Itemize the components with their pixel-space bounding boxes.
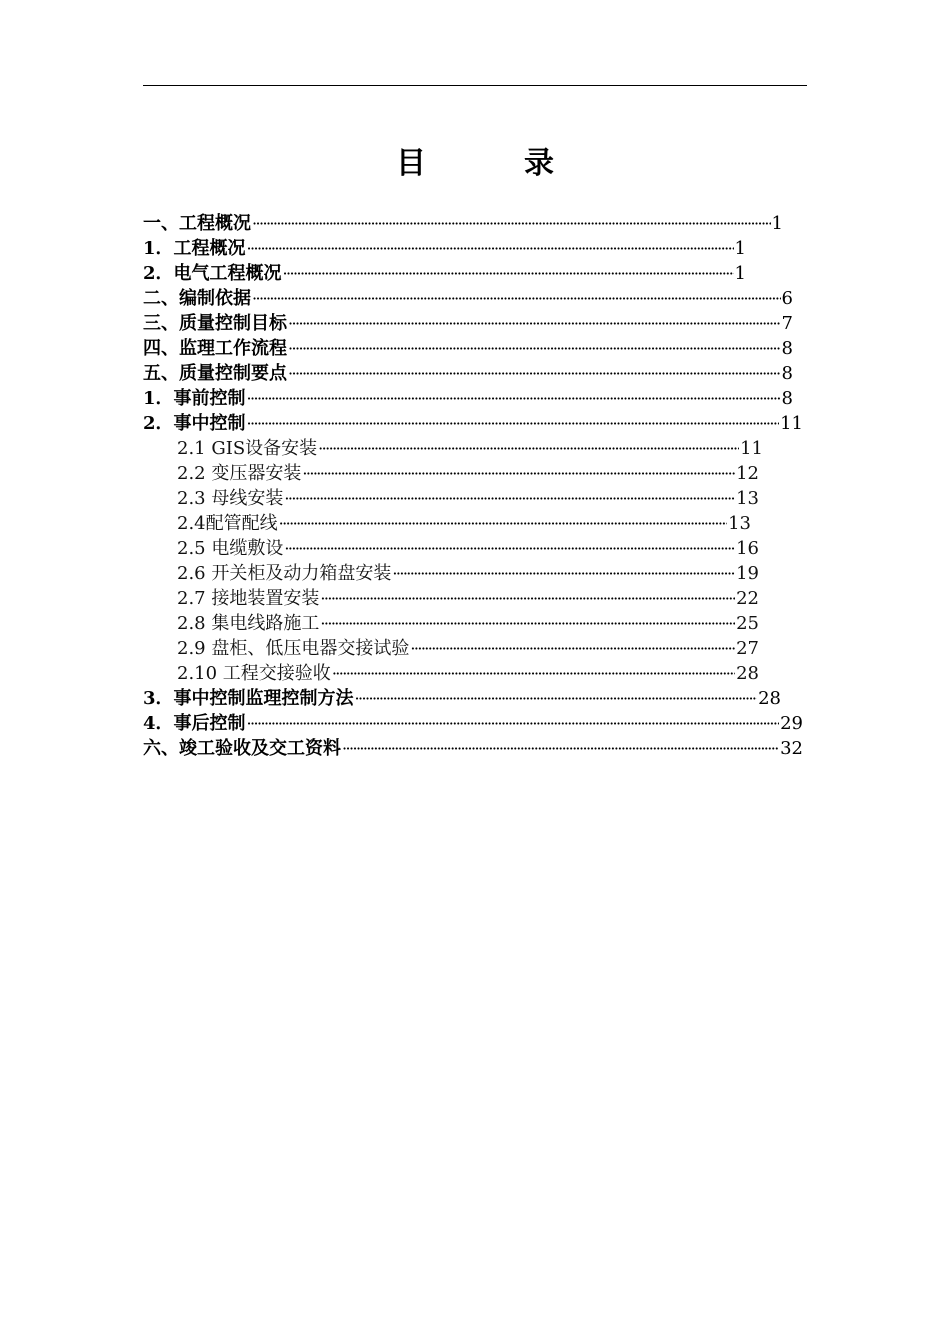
toc-leader-dots <box>392 561 735 586</box>
toc-entry-label: 1．事前控制 <box>143 388 246 409</box>
toc-entry-page: 19 <box>736 563 759 584</box>
toc-entry-label: 2.8 集电线路施工 <box>177 613 320 634</box>
toc-leader-dots <box>355 686 758 711</box>
toc-entry-label: 2.7 接地装置安装 <box>177 588 320 609</box>
toc-leader-dots <box>288 336 781 361</box>
toc-entry[interactable] <box>143 686 781 711</box>
toc-leader-dots <box>284 536 735 561</box>
header-rule <box>143 85 807 86</box>
toc-leader-dots <box>288 311 781 336</box>
toc-leader-dots <box>320 611 735 636</box>
toc-leader-dots <box>279 511 727 536</box>
toc-leader-dots <box>320 586 735 611</box>
toc-entry-page: 8 <box>781 363 793 384</box>
toc-entry-page: 28 <box>736 663 759 684</box>
toc-entry-page: 1 <box>734 238 746 259</box>
toc-entry-label: 2.9 盘柜、低压电器交接试验 <box>177 638 410 659</box>
toc-leader-dots <box>410 636 735 661</box>
toc-leader-dots <box>283 261 734 286</box>
toc-entry[interactable] <box>143 711 803 736</box>
toc-entry-label: 3．事中控制监理控制方法 <box>143 688 354 709</box>
toc-leader-dots <box>247 711 780 736</box>
toc-entry-page: 1 <box>734 263 746 284</box>
toc-entry[interactable] <box>143 386 793 411</box>
toc-entry-label: 三、质量控制目标 <box>143 313 287 334</box>
toc-leader-dots <box>302 461 735 486</box>
toc-entry[interactable] <box>143 286 793 311</box>
toc-entry-label: 2.2 变压器安装 <box>177 463 302 484</box>
toc-leader-dots <box>252 286 781 311</box>
toc-entry-page: 8 <box>781 388 793 409</box>
toc-leader-dots <box>247 386 781 411</box>
toc-entry[interactable] <box>177 586 759 611</box>
toc-entry-page: 8 <box>781 338 793 359</box>
toc-entry-label: 2.4配管配线 <box>177 513 278 534</box>
toc-entry-label: 2.1 GIS设备安装 <box>177 438 318 459</box>
toc-entry-label: 2．电气工程概况 <box>143 263 282 284</box>
toc-entry-page: 6 <box>781 288 793 309</box>
toc-entry-label: 4．事后控制 <box>143 713 246 734</box>
toc-entry-label: 六、竣工验收及交工资料 <box>143 738 341 759</box>
toc-entry-label: 四、监理工作流程 <box>143 338 287 359</box>
toc-leader-dots <box>284 486 735 511</box>
toc-entry[interactable] <box>143 336 793 361</box>
toc-entry[interactable] <box>177 636 759 661</box>
toc-entry[interactable] <box>143 736 803 761</box>
toc-leader-dots <box>247 411 780 436</box>
toc-entry[interactable] <box>177 661 759 686</box>
toc-entry[interactable] <box>177 511 751 536</box>
toc-leader-dots <box>332 661 735 686</box>
toc-entry[interactable] <box>143 211 783 236</box>
toc-leader-dots <box>342 736 779 761</box>
toc-entry-label: 一、工程概况 <box>143 213 251 234</box>
toc-entry[interactable] <box>143 311 793 336</box>
toc-entry-label: 2．事中控制 <box>143 413 246 434</box>
toc-entry[interactable] <box>177 561 759 586</box>
toc-entry-page: 13 <box>728 513 751 534</box>
toc-entry-page: 12 <box>736 463 759 484</box>
toc-entry-label: 二、编制依据 <box>143 288 251 309</box>
toc-entry-label: 2.6 开关柜及动力箱盘安装 <box>177 563 392 584</box>
toc-leader-dots <box>252 211 771 236</box>
toc-entry-label: 2.3 母线安装 <box>177 488 284 509</box>
toc-entry[interactable] <box>177 611 759 636</box>
toc-entry-page: 16 <box>736 538 759 559</box>
toc-leader-dots <box>247 236 734 261</box>
toc-entry[interactable] <box>177 486 759 511</box>
toc-entry-page: 13 <box>736 488 759 509</box>
toc-entry-page: 32 <box>780 738 803 759</box>
toc-entry-page: 1 <box>771 213 783 234</box>
toc-entry[interactable] <box>143 411 803 436</box>
toc-entry-label: 2.5 电缆敷设 <box>177 538 284 559</box>
toc-entry-page: 7 <box>781 313 793 334</box>
toc-leader-dots <box>318 436 739 461</box>
toc-leader-dots <box>288 361 781 386</box>
toc-entry-page: 27 <box>736 638 759 659</box>
page-title: 目 录 <box>396 146 588 181</box>
toc-entry-label: 2.10 工程交接验收 <box>177 663 331 684</box>
toc-entry[interactable] <box>143 236 746 261</box>
toc-entry-label: 1．工程概况 <box>143 238 246 259</box>
toc-entry[interactable] <box>177 461 759 486</box>
toc-entry-page: 11 <box>740 438 763 459</box>
toc-entry-page: 29 <box>780 713 803 734</box>
toc-entry[interactable] <box>143 361 793 386</box>
toc-entry[interactable] <box>143 261 746 286</box>
toc-entry-page: 11 <box>780 413 803 434</box>
toc-entry[interactable] <box>177 536 759 561</box>
toc-entry-page: 25 <box>736 613 759 634</box>
toc-entry-label: 五、质量控制要点 <box>143 363 287 384</box>
toc-entry-page: 28 <box>758 688 781 709</box>
toc-entry[interactable] <box>177 436 763 461</box>
toc-entry-page: 22 <box>736 588 759 609</box>
